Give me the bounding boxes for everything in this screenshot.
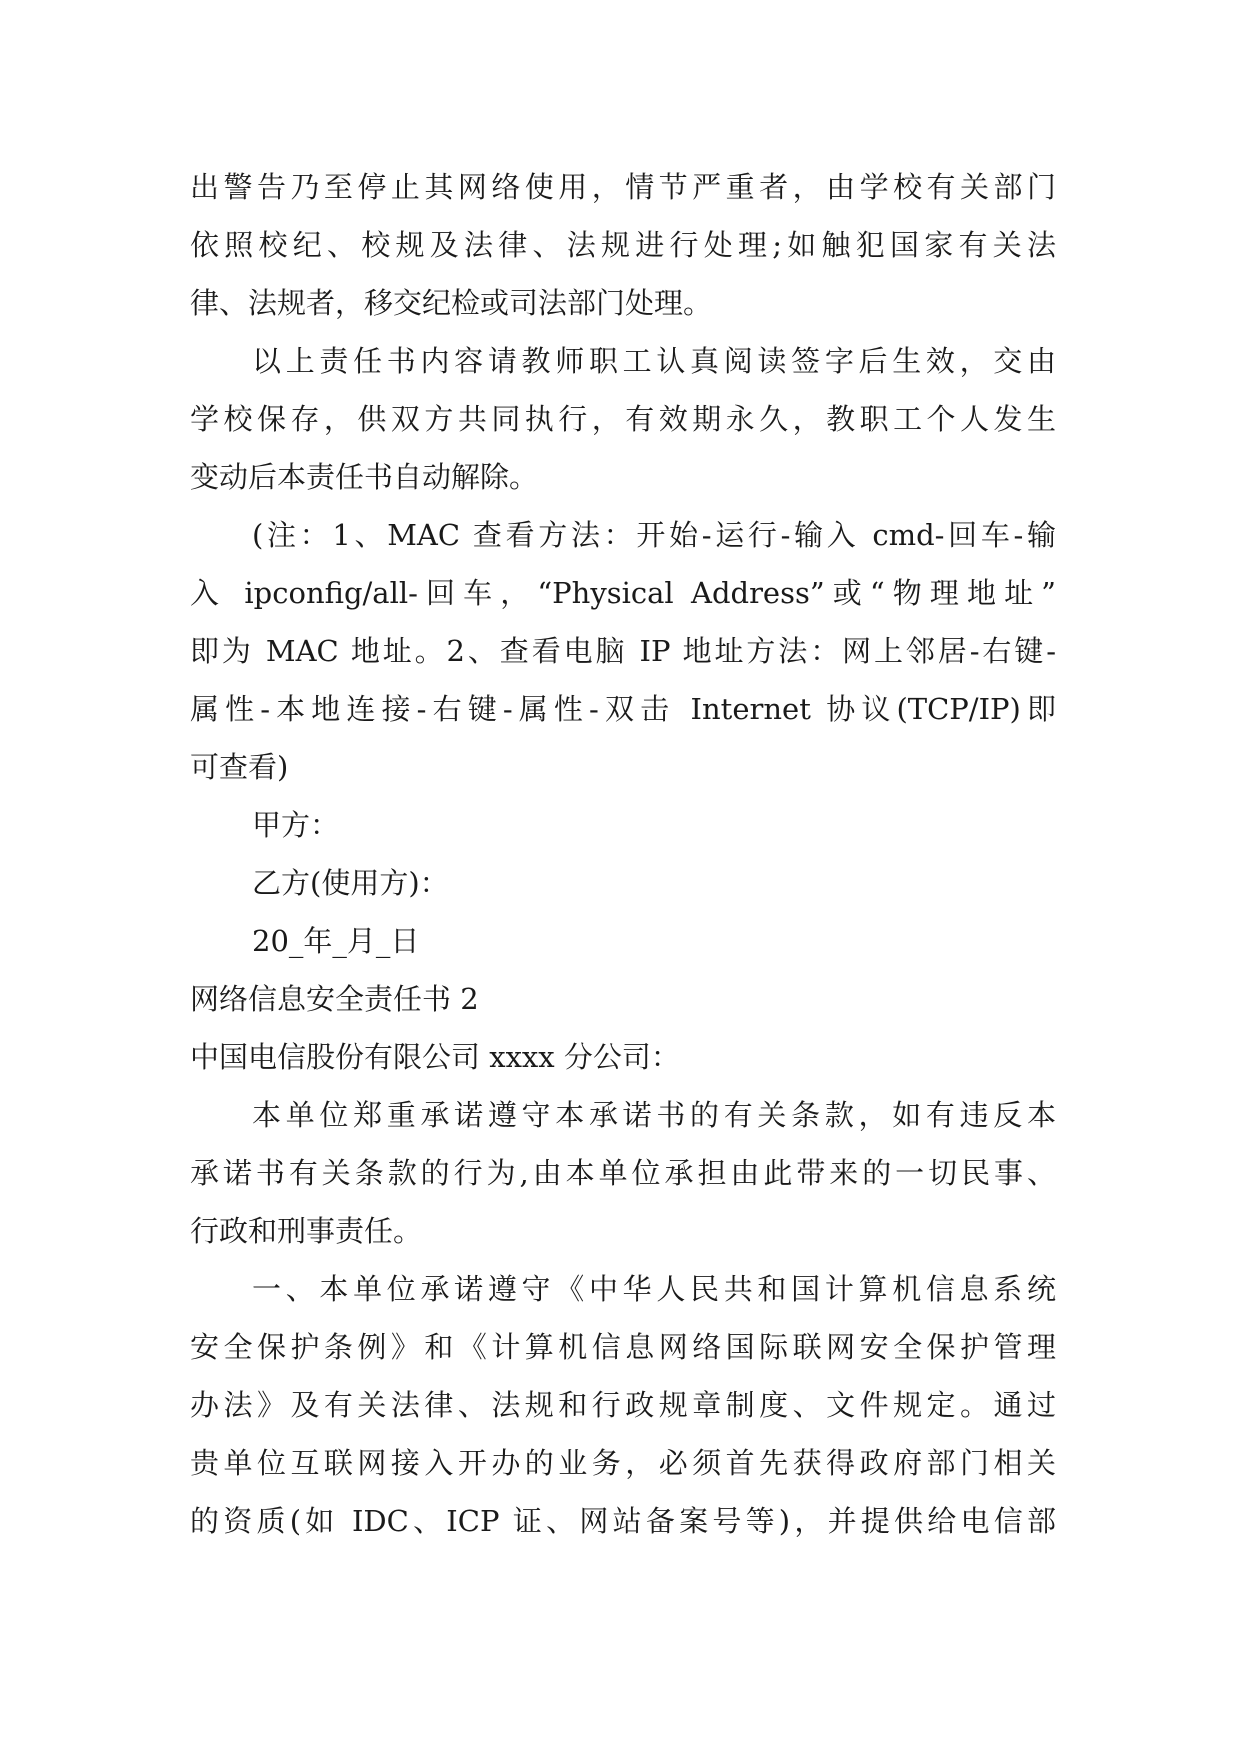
text-line: 贵单位互联网接入开办的业务，必须首先获得政府部门相关 bbox=[190, 1446, 1056, 1480]
section-title: 网络信息安全责任书 2 bbox=[190, 982, 479, 1016]
text-line: 以上责任书内容请教师职工认真阅读签字后生效，交由 bbox=[252, 344, 1056, 378]
text-line: 属性-本地连接-右键-属性-双击 Internet 协议(TCP/IP)即 bbox=[190, 692, 1056, 726]
party-b-label: 乙方(使用方)： bbox=[252, 866, 449, 900]
document-page bbox=[190, 158, 1056, 1550]
text-line: 即为 MAC 地址。2、查看电脑 IP 地址方法：网上邻居-右键- bbox=[190, 634, 1056, 668]
text-line: 依照校纪、校规及法律、法规进行处理;如触犯国家有关法 bbox=[190, 228, 1056, 262]
text-line: (注：1、MAC 查看方法：开始-运行-输入 cmd-回车-输 bbox=[252, 518, 1056, 552]
addressee: 中国电信股份有限公司 xxxx 分公司： bbox=[190, 1040, 680, 1074]
text-line: 安全保护条例》和《计算机信息网络国际联网安全保护管理 bbox=[190, 1330, 1056, 1364]
text-line: 办法》及有关法律、法规和行政规章制度、文件规定。通过 bbox=[190, 1388, 1056, 1422]
text-line: 一、本单位承诺遵守《中华人民共和国计算机信息系统 bbox=[252, 1272, 1056, 1306]
text-line: 出警告乃至停止其网络使用，情节严重者，由学校有关部门 bbox=[190, 170, 1056, 204]
text-line: 学校保存，供双方共同执行，有效期永久，教职工个人发生 bbox=[190, 402, 1056, 436]
text-line: 行政和刑事责任。 bbox=[190, 1214, 423, 1248]
party-a-label: 甲方： bbox=[252, 808, 340, 842]
text-line: 承诺书有关条款的行为,由本单位承担由此带来的一切民事、 bbox=[190, 1156, 1056, 1190]
text-line: 变动后本责任书自动解除。 bbox=[190, 460, 539, 494]
date-line: 20_年_月_日 bbox=[252, 924, 420, 958]
text-line: 本单位郑重承诺遵守本承诺书的有关条款，如有违反本 bbox=[252, 1098, 1056, 1132]
text-line: 入 ipconfig/all-回车，“Physical Address”或“物理地址” bbox=[190, 576, 1056, 610]
text-line: 可查看) bbox=[190, 750, 289, 784]
text-line: 的资质(如 IDC、ICP 证、网站备案号等)，并提供给电信部 bbox=[190, 1504, 1056, 1538]
text-line: 律、法规者，移交纪检或司法部门处理。 bbox=[190, 286, 713, 320]
